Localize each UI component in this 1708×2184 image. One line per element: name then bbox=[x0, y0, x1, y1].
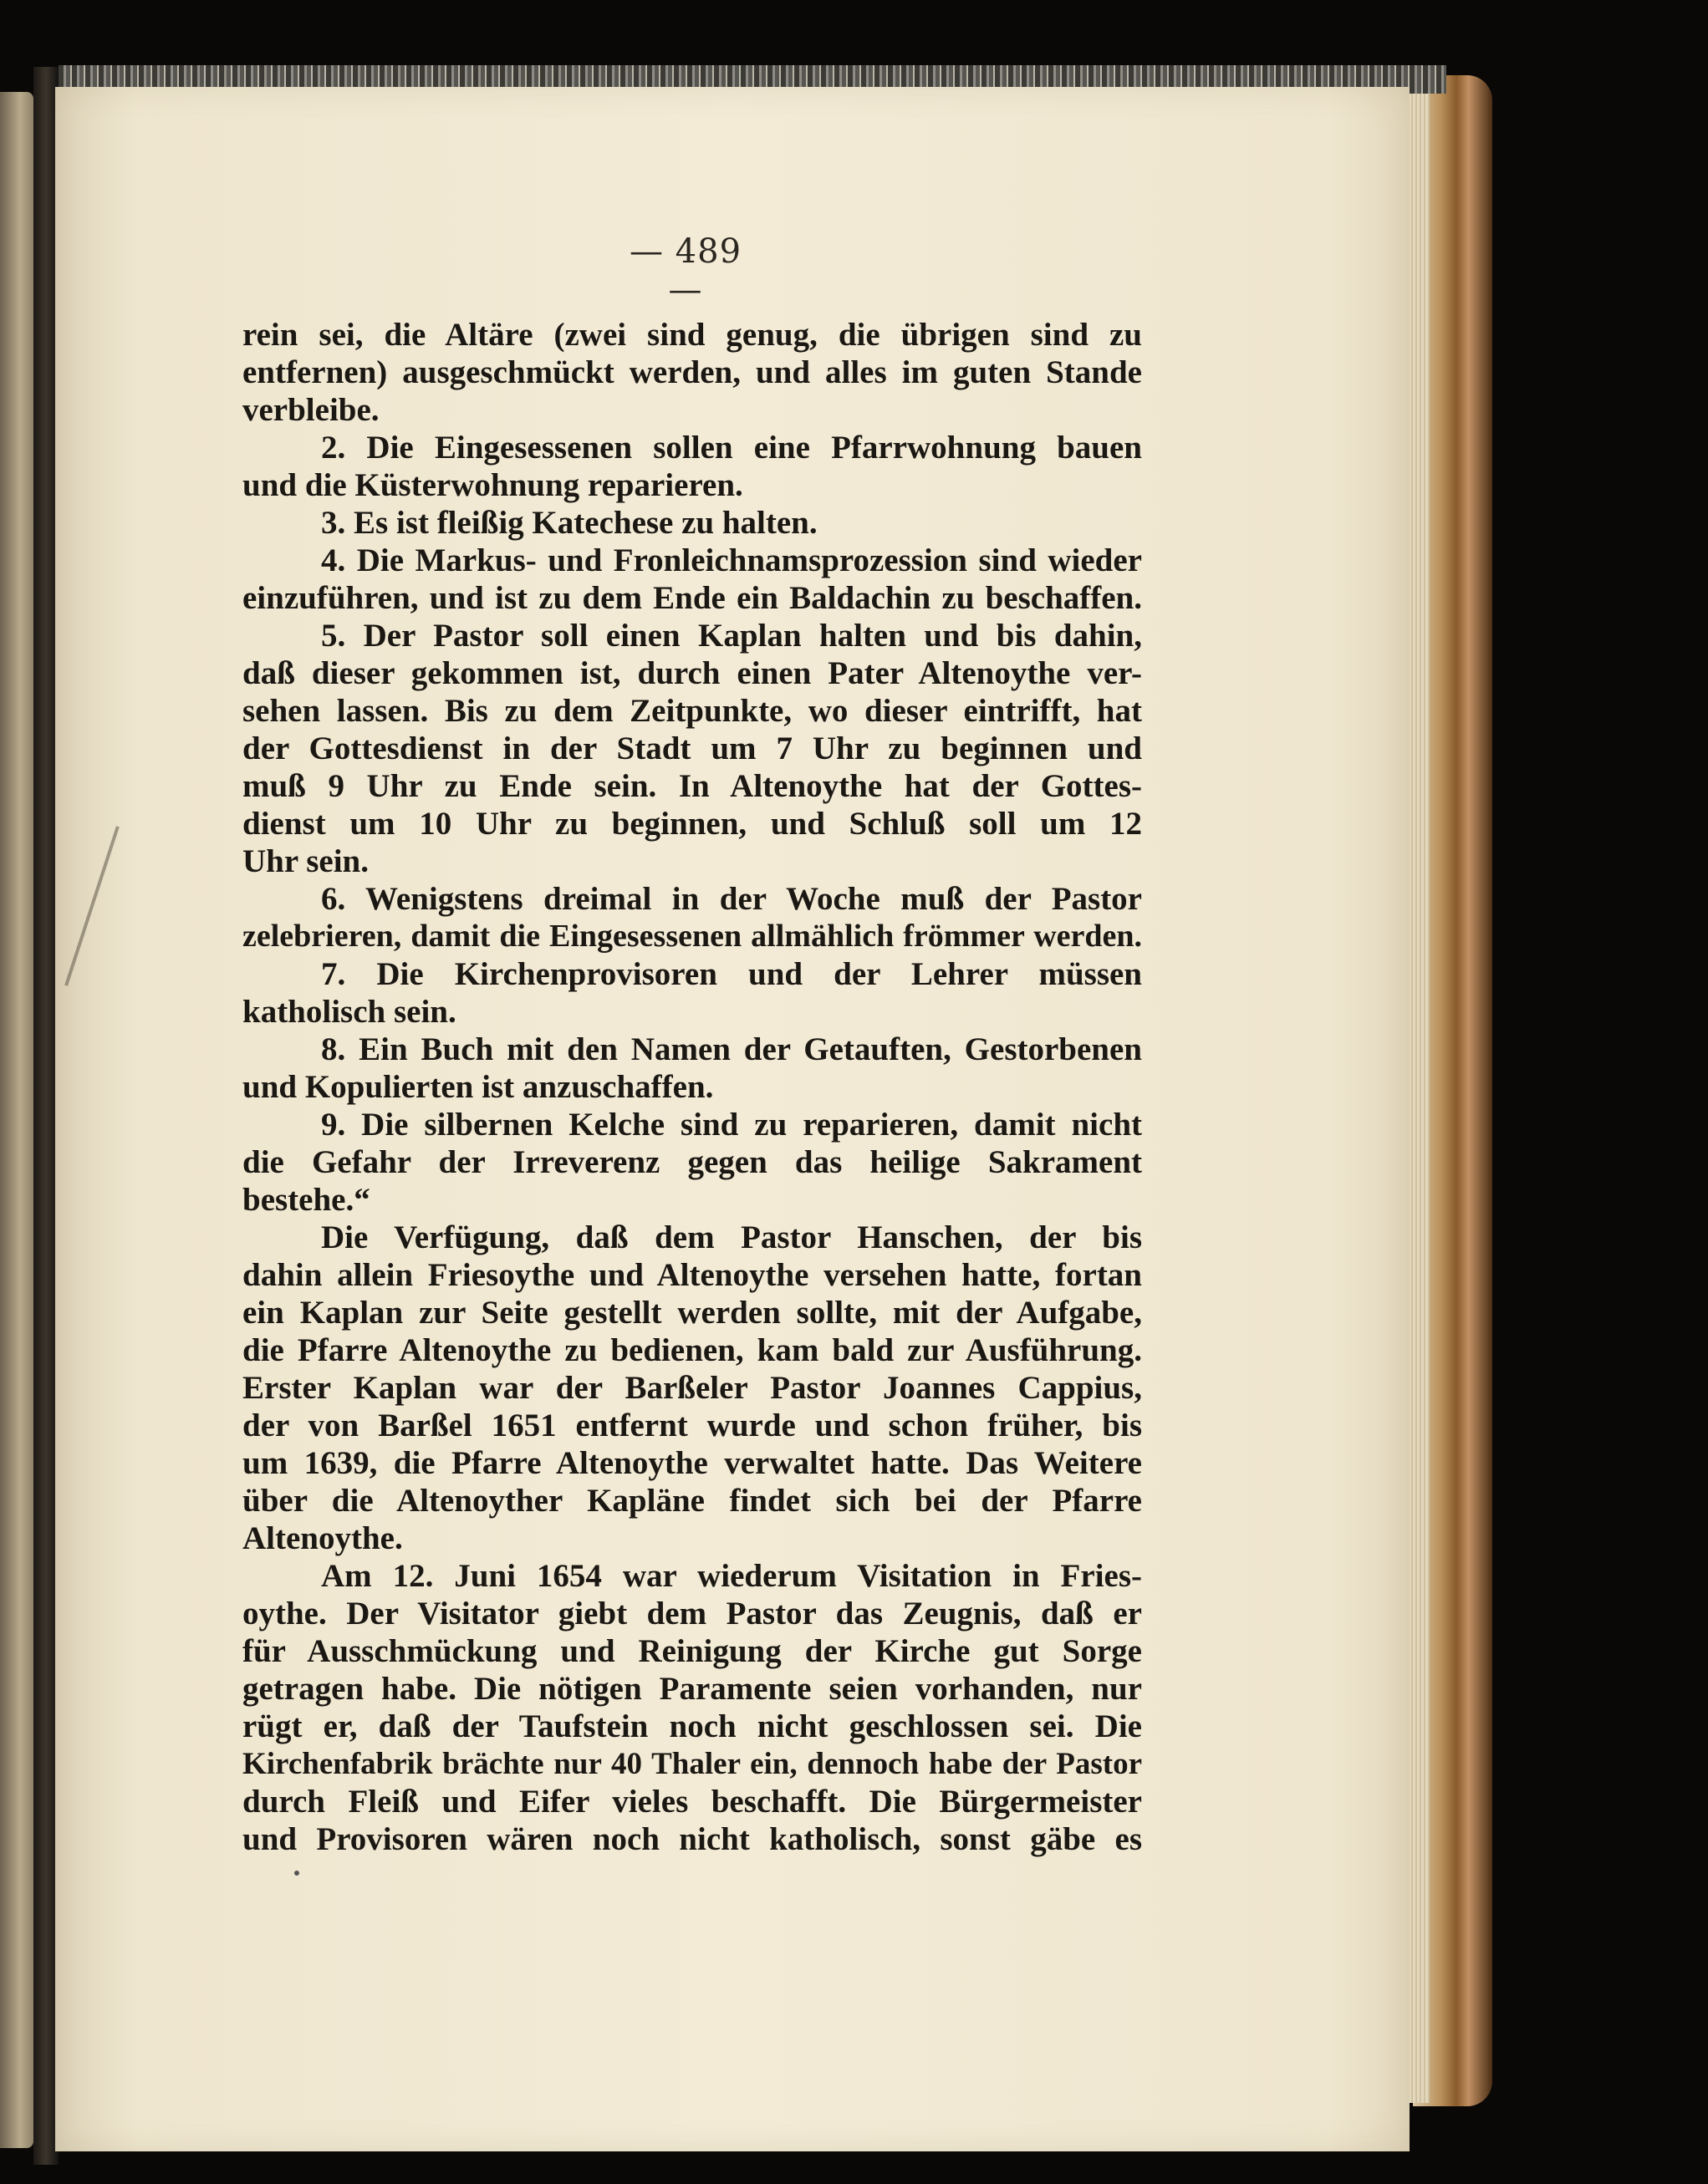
text-line: Erster Kaplan war der Barßeler Pastor Joannes Cappius, bbox=[242, 1370, 1142, 1406]
text-line: ein Kaplan zur Seite gestellt werden sollte, mit der Aufgabe, bbox=[242, 1295, 1142, 1331]
text-line: rein sei, die Altäre (zwei sind genug, die übrigen sind zu bbox=[242, 317, 1142, 353]
text-line: der Gottesdienst in der Stadt um 7 Uhr zu beginnen und bbox=[242, 731, 1142, 766]
text-line: 6. Wenigstens dreimal in der Woche muß der Pastor bbox=[321, 881, 1142, 917]
text-line: dienst um 10 Uhr zu beginnen, und Schluß soll um 12 bbox=[242, 806, 1142, 842]
text-line: sehen lassen. Bis zu dem Zeitpunkte, wo dieser eintrifft, hat bbox=[242, 693, 1142, 729]
text-line: Altenoythe. bbox=[242, 1520, 403, 1556]
text-line: oythe. Der Visitator giebt dem Pastor das Zeugnis, daß er bbox=[242, 1596, 1142, 1632]
text-line: Uhr sein. bbox=[242, 843, 369, 879]
text-line: getragen habe. Die nötigen Paramente seien vorhanden, nur bbox=[242, 1671, 1142, 1707]
text-line: 2. Die Eingesessenen sollen eine Pfarrwohnung bauen bbox=[321, 430, 1142, 466]
text-line: einzuführen, und ist zu dem Ende ein Baldachin zu beschaffen. bbox=[242, 580, 1142, 616]
text-line: für Ausschmückung und Reinigung der Kirche gut Sorge bbox=[242, 1633, 1142, 1669]
text-line: zelebrieren, damit die Eingesessenen allmählich frömmer werden. bbox=[242, 919, 1142, 954]
margin-pencil-mark bbox=[64, 826, 120, 985]
text-line: muß 9 Uhr zu Ende sein. In Altenoythe hat der Gottes- bbox=[242, 768, 1142, 804]
text-line: 7. Die Kirchenprovisoren und der Lehrer müssen bbox=[321, 956, 1142, 992]
text-line: und Provisoren wären noch nicht katholisch, sonst gäbe es bbox=[242, 1821, 1142, 1857]
text-line: bestehe.“ bbox=[242, 1182, 370, 1218]
ink-speck bbox=[294, 1871, 299, 1876]
text-line: und Kopulierten ist anzuschaffen. bbox=[242, 1069, 714, 1105]
text-line: katholisch sein. bbox=[242, 994, 456, 1030]
text-line: rügt er, daß der Taufstein noch nicht geschlossen sei. Die bbox=[242, 1708, 1142, 1744]
text-line: der von Barßel 1651 entfernt wurde und schon früher, bis bbox=[242, 1408, 1142, 1443]
text-line: entfernen) ausgeschmückt werden, und alles im guten Stande bbox=[242, 354, 1142, 390]
text-line: die Gefahr der Irreverenz gegen das heilige Sakrament bbox=[242, 1144, 1142, 1180]
text-line: Die Verfügung, daß dem Pastor Hanschen, der bis bbox=[321, 1219, 1142, 1255]
text-line: um 1639, die Pfarre Altenoythe verwaltet hatte. Das Weitere bbox=[242, 1445, 1142, 1481]
left-page-edge bbox=[0, 92, 33, 2148]
text-line: 9. Die silbernen Kelche sind zu reparieren, damit nicht bbox=[321, 1107, 1142, 1143]
text-line: über die Altenoyther Kapläne findet sich bei der Pfarre bbox=[242, 1483, 1142, 1519]
text-line: daß dieser gekommen ist, durch einen Pater Altenoythe ver- bbox=[242, 655, 1142, 691]
page-number: — 489 — bbox=[629, 232, 742, 309]
text-line: 8. Ein Buch mit den Namen der Getauften, Gestorbenen bbox=[321, 1031, 1142, 1067]
text-line: Am 12. Juni 1654 war wiederum Visitation in Fries- bbox=[321, 1558, 1142, 1594]
text-line: dahin allein Friesoythe und Altenoythe versehen hatte, fortan bbox=[242, 1257, 1142, 1293]
page-text bbox=[242, 316, 1142, 1858]
text-line: 4. Die Markus- und Fronleichnamsprozession sind wieder bbox=[321, 542, 1142, 578]
text-line: die Pfarre Altenoythe zu bedienen, kam bald zur Ausführung. bbox=[242, 1332, 1142, 1368]
text-line: 5. Der Pastor soll einen Kaplan halten und bis dahin, bbox=[321, 618, 1142, 654]
text-line: Kirchenfabrik brächte nur 40 Thaler ein, dennoch habe der Pastor bbox=[242, 1747, 1142, 1781]
text-line: 3. Es ist fleißig Katechese zu halten. bbox=[321, 505, 818, 541]
text-line: und die Küsterwohnung reparieren. bbox=[242, 467, 743, 503]
text-line: verbleibe. bbox=[242, 392, 380, 428]
text-line: durch Fleiß und Eifer vieles beschafft. Die Bürgermeister bbox=[242, 1784, 1142, 1820]
